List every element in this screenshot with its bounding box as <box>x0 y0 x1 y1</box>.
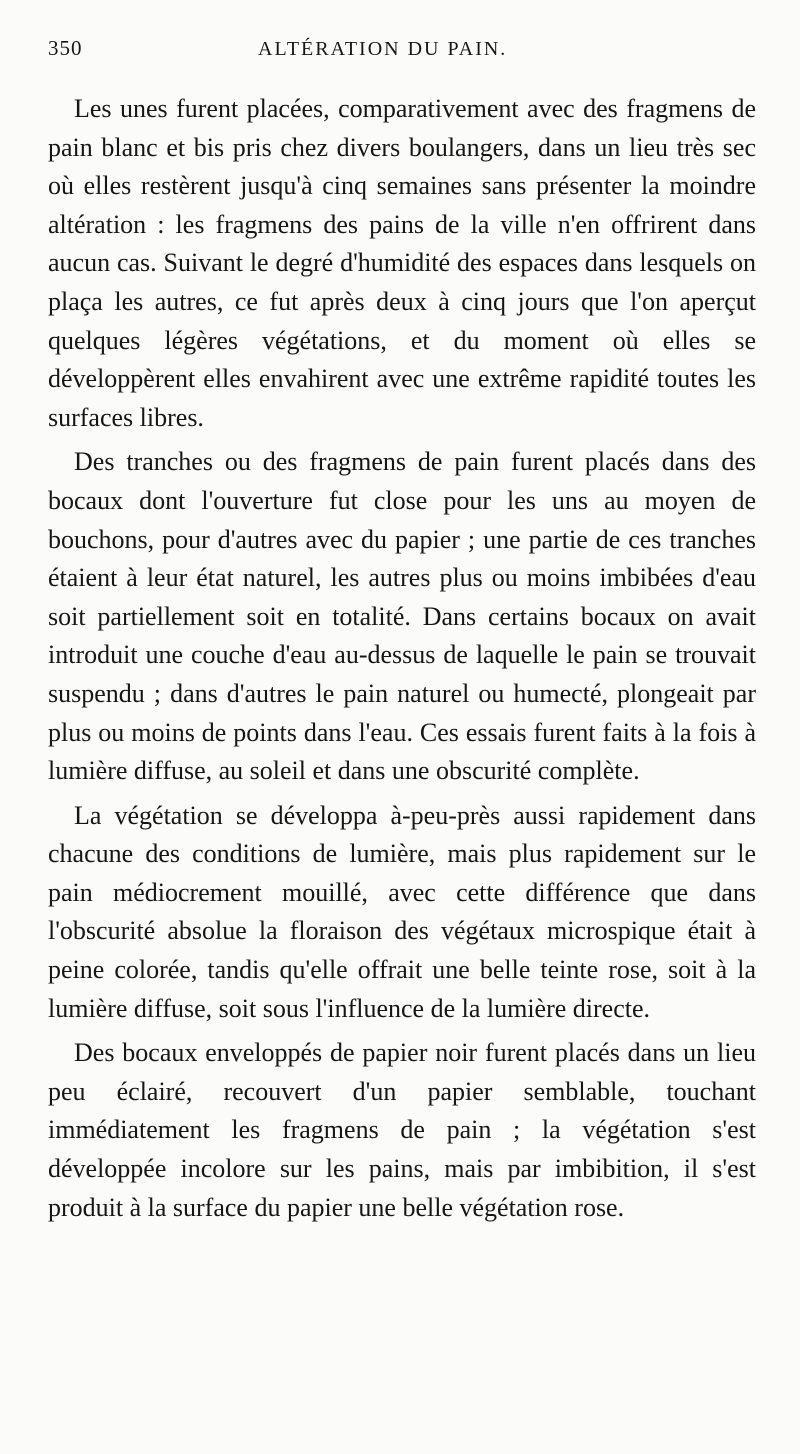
body-text <box>48 90 756 1227</box>
paragraph: Des bocaux enveloppés de papier noir furent placés dans un lieu peu éclairé, recouvert d'un papier semblable, touchant immédiatement les fragmens de pain ; la végétation s'est développée incolore sur les pains, mais par imbibition, il s'est produit à la surface du papier une belle végétation rose. <box>48 1038 756 1222</box>
paragraph: La végétation se développa à-peu-près aussi rapidement dans chacune des conditions de lumière, mais plus rapidement sur le pain médiocrement mouillé, avec cette différence que dans l'obscurité absolue la floraison des végétaux microspique était à peine colorée, tandis qu'elle offrait une belle teinte rose, soit à la lumière diffuse, soit sous l'influence de la lumière directe. <box>48 800 756 1023</box>
page-header <box>48 36 756 76</box>
page-number: 350 <box>48 36 83 60</box>
paragraph: Les unes furent placées, comparativement avec des fragmens de pain blanc et bis pris chez divers boulangers, dans un lieu très sec où elles restèrent jusqu'à cinq semaines sans présenter la moindre altération : les fragmens des pains de la ville n'en offrirent dans aucun cas. Suivant le degré d'humidité des espaces dans lesquels on plaça les autres, ce fut après deux à cinq jours que l'on aperçut quelques légères végétations, et du moment où elles se développèrent elles envahirent avec une extrême rapidité toutes les surfaces libres. <box>48 94 756 432</box>
running-head: ALTÉRATION DU PAIN. <box>258 38 508 60</box>
paragraph: Des tranches ou des fragmens de pain furent placés dans des bocaux dont l'ouverture fut close pour les uns au moyen de bouchons, pour d'autres avec du papier ; une partie de ces tranches étaient à leur état naturel, les autres plus ou moins imbibées d'eau soit partiellement soit en totalité. Dans certains bocaux on avait introduit une couche d'eau au-dessus de laquelle le pain se trouvait suspendu ; dans d'autres le pain naturel ou humecté, plongeait par plus ou moins de points dans l'eau. Ces essais furent faits à la fois à lumière diffuse, au soleil et dans une obscurité complète. <box>48 447 756 786</box>
